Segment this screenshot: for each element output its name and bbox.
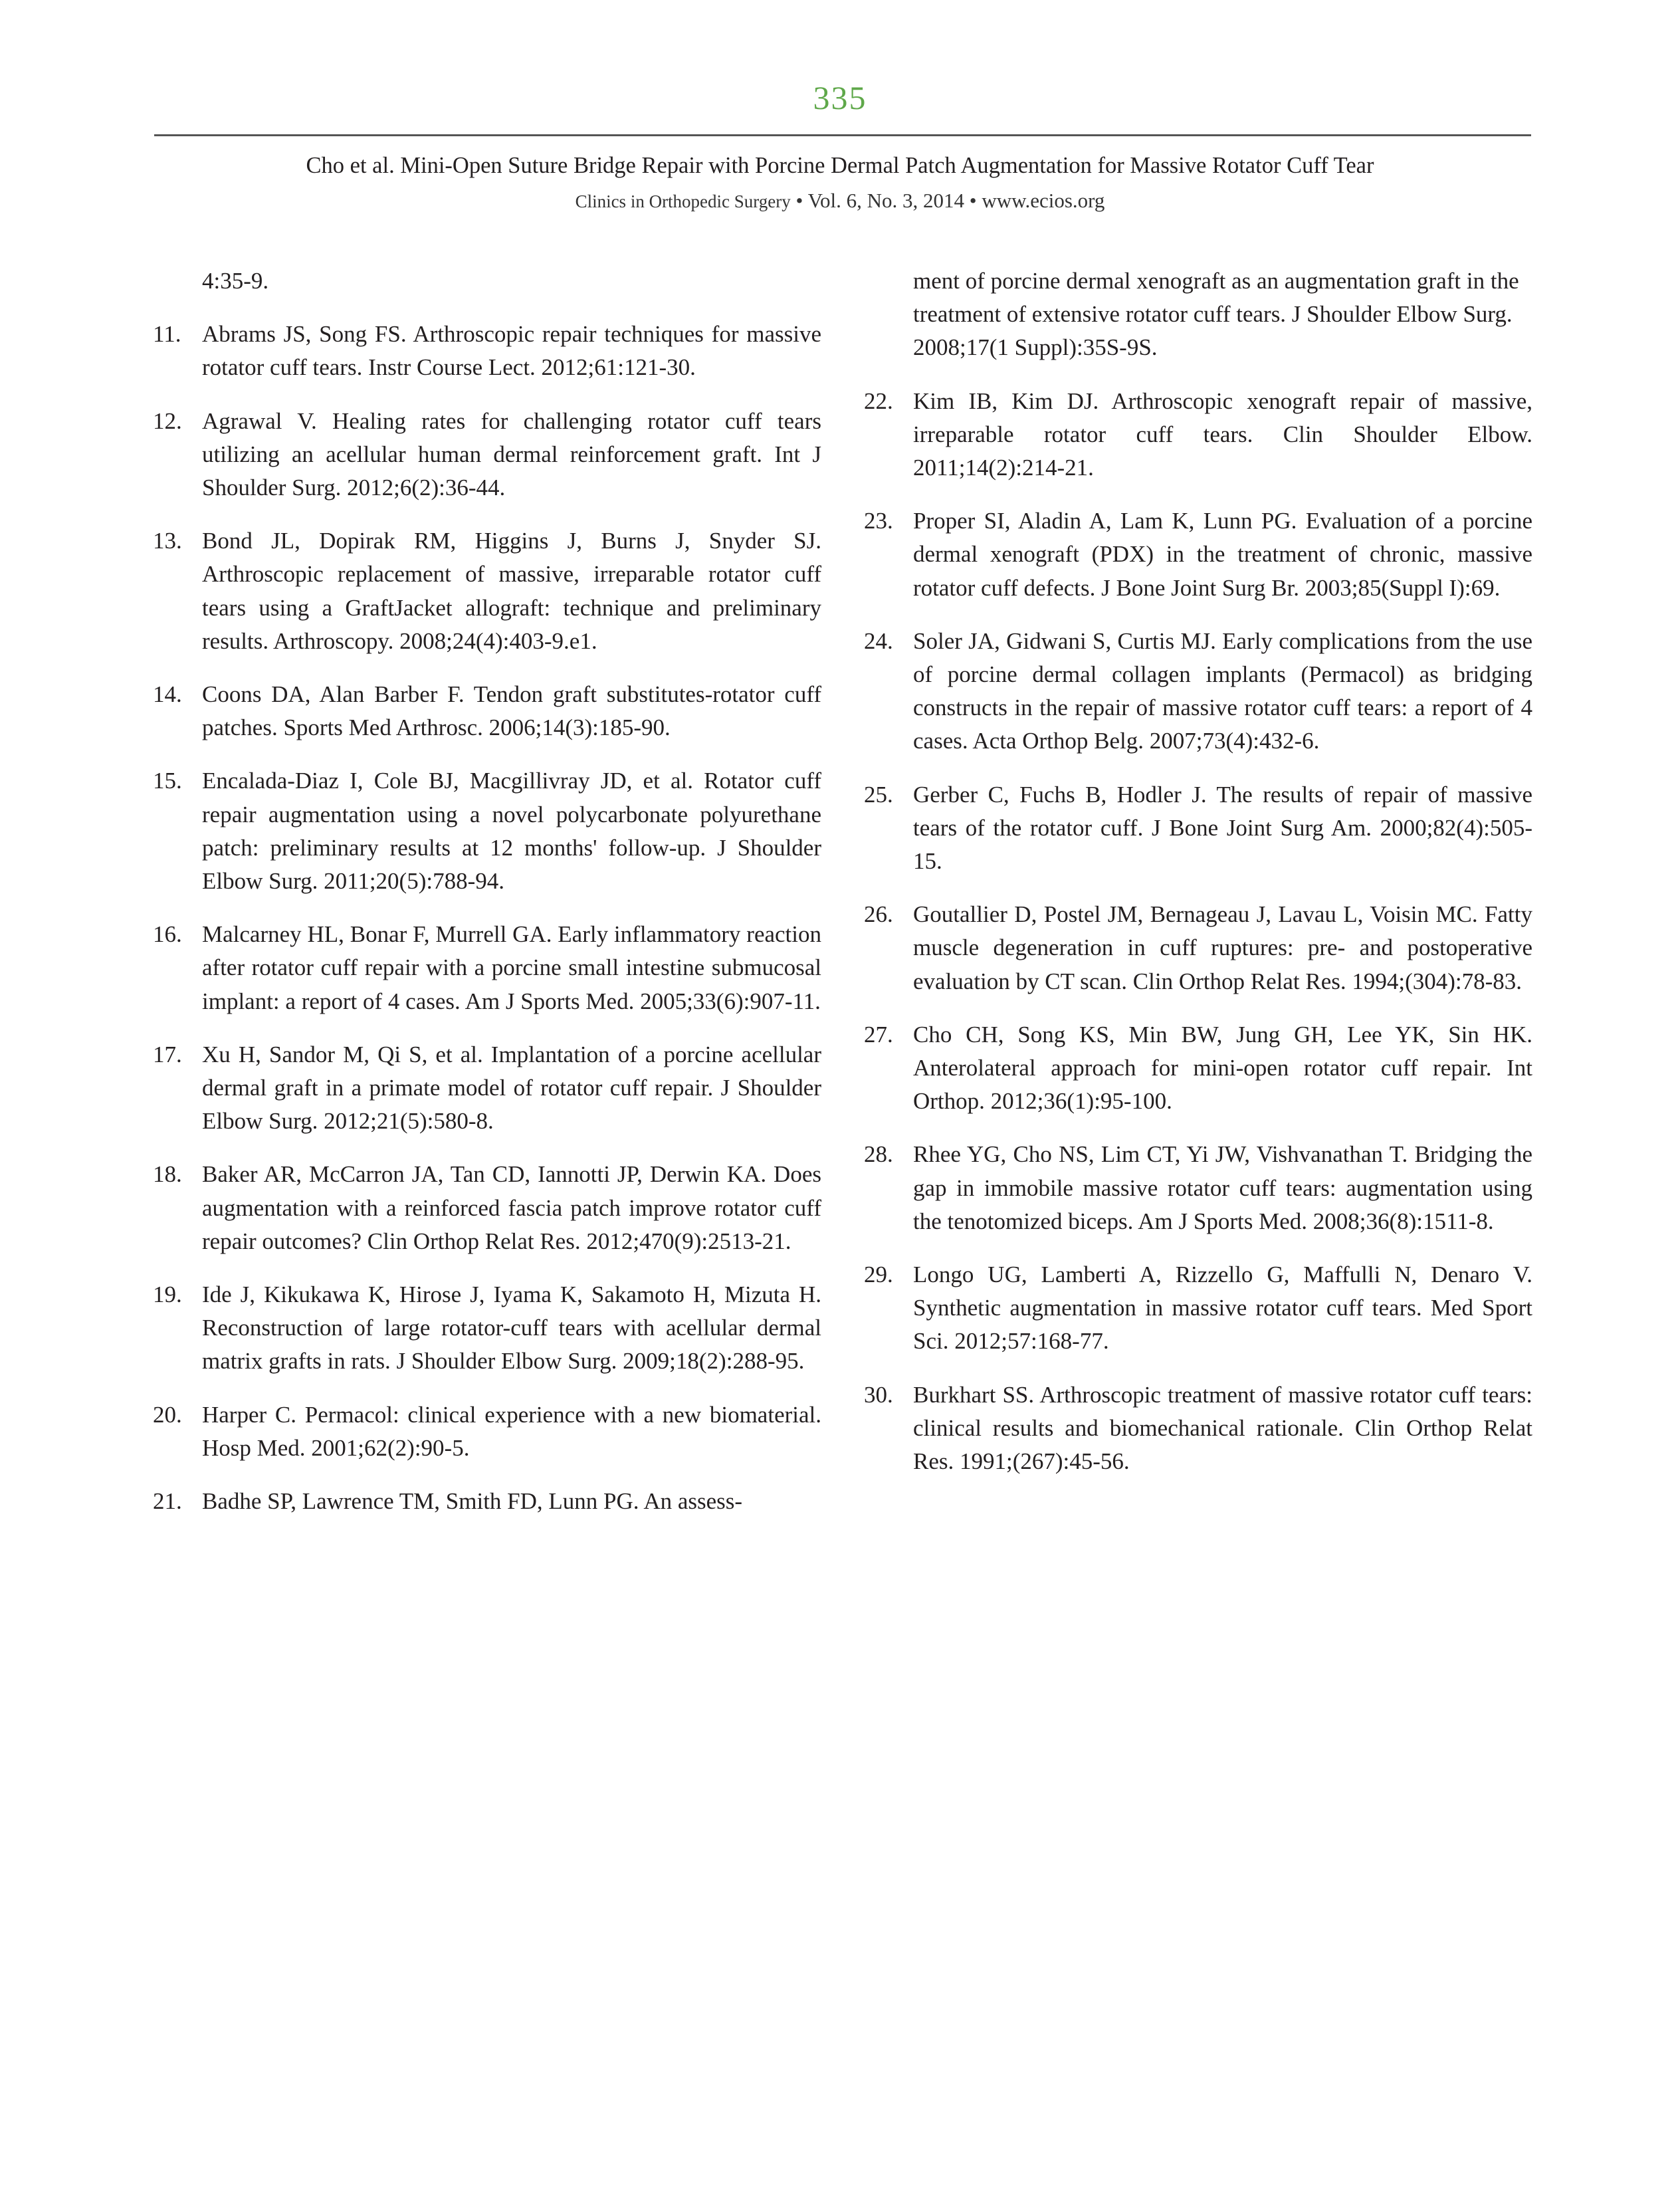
reference-number: 17. [153,1041,182,1067]
journal-name: Clinics in Orthopedic Surgery [575,191,791,211]
reference-number: 18. [153,1161,182,1188]
reference-text: Soler JA, Gidwani S, Curtis MJ. Early complications from the use of porcine dermal collagen implants (Permacol) as bridging constructs in the repair of massive rotator cuff tears: a report of 4 cases. Acta Orthop Belg. 2007;73(4):432-6. [913,627,1532,754]
reference-text: Cho CH, Song KS, Min BW, Jung GH, Lee YK, Sin HK. Anterolateral approach for mini-open rotator cuff repair. Int Orthop. 2012;36(1):95-100. [913,1021,1532,1115]
journal-issue: • Vol. 6, No. 3, 2014 • www.ecios.org [790,189,1105,212]
reference-item [153,265,821,298]
reference-item [153,318,821,384]
reference-item [864,778,1532,879]
reference-text: 4:35-9. [202,268,269,294]
reference-number: 26. [864,901,893,928]
reference-item [864,1018,1532,1119]
reference-number: 27. [864,1021,893,1048]
reference-number: 21. [153,1488,182,1515]
reference-item [864,625,1532,758]
reference-item [153,764,821,898]
reference-item [153,1278,821,1379]
reference-number: 24. [864,627,893,654]
reference-item [864,1258,1532,1359]
reference-number: 11. [153,321,181,348]
reference-number: 29. [864,1262,893,1288]
reference-number: 16. [153,921,182,948]
reference-number: 30. [864,1381,893,1408]
reference-number: 20. [153,1401,182,1428]
reference-text: Ide J, Kikukawa K, Hirose J, Iyama K, Sakamoto H, Mizuta H. Reconstruction of large rotator-cuff tears with acellular dermal matrix grafts in rats. J Shoulder Elbow Surg. 2009;18(2):288-95. [202,1281,821,1375]
reference-number: 22. [864,387,893,414]
reference-number: 23. [864,508,893,534]
reference-text: Baker AR, McCarron JA, Tan CD, Iannotti JP, Derwin KA. Does augmentation with a reinforced fascia patch improve rotator cuff repair outcomes? Clin Orthop Relat Res. 2012;470(9):2513-21. [202,1161,821,1254]
reference-number: 14. [153,681,182,708]
reference-item [153,678,821,744]
reference-text: Longo UG, Lamberti A, Rizzello G, Maffulli N, Denaro V. Synthetic augmentation in massive rotator cuff tears. Med Sport Sci. 2012;57:168-77. [913,1262,1532,1355]
reference-item [864,504,1532,605]
reference-text: Coons DA, Alan Barber F. Tendon graft substitutes-rotator cuff patches. Sports Med Arthrosc. 2006;14(3):185-90. [202,681,821,741]
reference-number: 12. [153,407,182,434]
reference-text: Rhee YG, Cho NS, Lim CT, Yi JW, Vishvanathan T. Bridging the gap in immobile massive rotator cuff tears: augmentation using the tenotomized biceps. Am J Sports Med. 2008;36(8):1511-8. [913,1141,1532,1234]
reference-text: Kim IB, Kim DJ. Arthroscopic xenograft repair of massive, irreparable rotator cuff tears. Clin Shoulder Elbow. 2011;14(2):214-21. [913,387,1532,481]
reference-item [864,385,1532,485]
reference-text: Agrawal V. Healing rates for challenging rotator cuff tears utilizing an acellular human dermal reinforcement graft. Int J Shoulder Surg. 2012;6(2):36-44. [202,407,821,501]
reference-item [153,918,821,1018]
reference-number: 28. [864,1141,893,1168]
reference-item [864,1379,1532,1479]
reference-item [153,1398,821,1465]
reference-text: Goutallier D, Postel JM, Bernageau J, Lavau L, Voisin MC. Fatty muscle degeneration in cuff ruptures: pre- and postoperative evaluation by CT scan. Clin Orthop Relat Res. 1994;(304):78-83. [913,901,1532,994]
reference-text: Proper SI, Aladin A, Lam K, Lunn PG. Evaluation of a porcine dermal xenograft (PDX) in the treatment of chronic, massive rotator cuff defects. J Bone Joint Surg Br. 2003;85(Suppl I):69. [913,508,1532,601]
reference-number: 15. [153,768,182,794]
reference-number: 13. [153,528,182,554]
reference-item [864,898,1532,998]
running-title: Cho et al. Mini-Open Suture Bridge Repair with Porcine Dermal Patch Augmentation for Massive Rotator Cuff Tear [306,153,1374,178]
reference-text: Gerber C, Fuchs B, Hodler J. The results of repair of massive tears of the rotator cuff. J Bone Joint Surg Am. 2000;82(4):505-15. [913,781,1532,875]
reference-text: Malcarney HL, Bonar F, Murrell GA. Early inflammatory reaction after rotator cuff repair with a porcine small intestine submucosal implant: a report of 4 cases. Am J Sports Med. 2005;33(6):907-11. [202,921,821,1014]
reference-text: Encalada-Diaz I, Cole BJ, Macgillivray JD, et al. Rotator cuff repair augmentation using a novel polycarbonate polyurethane patch: preliminary results at 12 months' follow-up. J Shoulder Elbow Surg. 2011;20(5):788-94. [202,768,821,895]
reference-number: 19. [153,1281,182,1308]
reference-item [153,524,821,658]
reference-number: 25. [864,781,893,808]
reference-text: Badhe SP, Lawrence TM, Smith FD, Lunn PG. An assess- [202,1488,743,1515]
reference-item [153,1038,821,1139]
reference-text: Burkhart SS. Arthroscopic treatment of massive rotator cuff tears: clinical results and biomechanical rationale. Clin Orthop Relat Res. 1991;(267):45-56. [913,1381,1532,1475]
reference-item [153,405,821,505]
page-number: 335 [813,79,867,116]
reference-text: ment of porcine dermal xenograft as an augmentation graft in the treatment of extensive rotator cuff tears. J Shoulder Elbow Surg. 2008;17(1 Suppl):35S-9S. [913,268,1519,361]
references-left-column [153,265,821,1538]
journal-citation-line [0,186,1680,216]
reference-item [864,1138,1532,1238]
reference-text: Xu H, Sandor M, Qi S, et al. Implantation of a porcine acellular dermal graft in a primate model of rotator cuff repair. J Shoulder Elbow Surg. 2012;21(5):580-8. [202,1041,821,1135]
reference-text: Bond JL, Dopirak RM, Higgins J, Burns J, Snyder SJ. Arthroscopic replacement of massive, irreparable rotator cuff tears using a GraftJacket allograft: technique and preliminary results. Arthroscopy. 2008;24(4):403-9.e1. [202,528,821,654]
reference-text: Abrams JS, Song FS. Arthroscopic repair techniques for massive rotator cuff tears. Instr Course Lect. 2012;61:121-30. [202,321,821,381]
references-right-column [864,265,1532,1498]
reference-item [864,265,1532,365]
header-divider [154,134,1531,136]
reference-item [153,1158,821,1258]
reference-item [153,1485,821,1518]
reference-text: Harper C. Permacol: clinical experience with a new biomaterial. Hosp Med. 2001;62(2):90-5. [202,1401,821,1461]
